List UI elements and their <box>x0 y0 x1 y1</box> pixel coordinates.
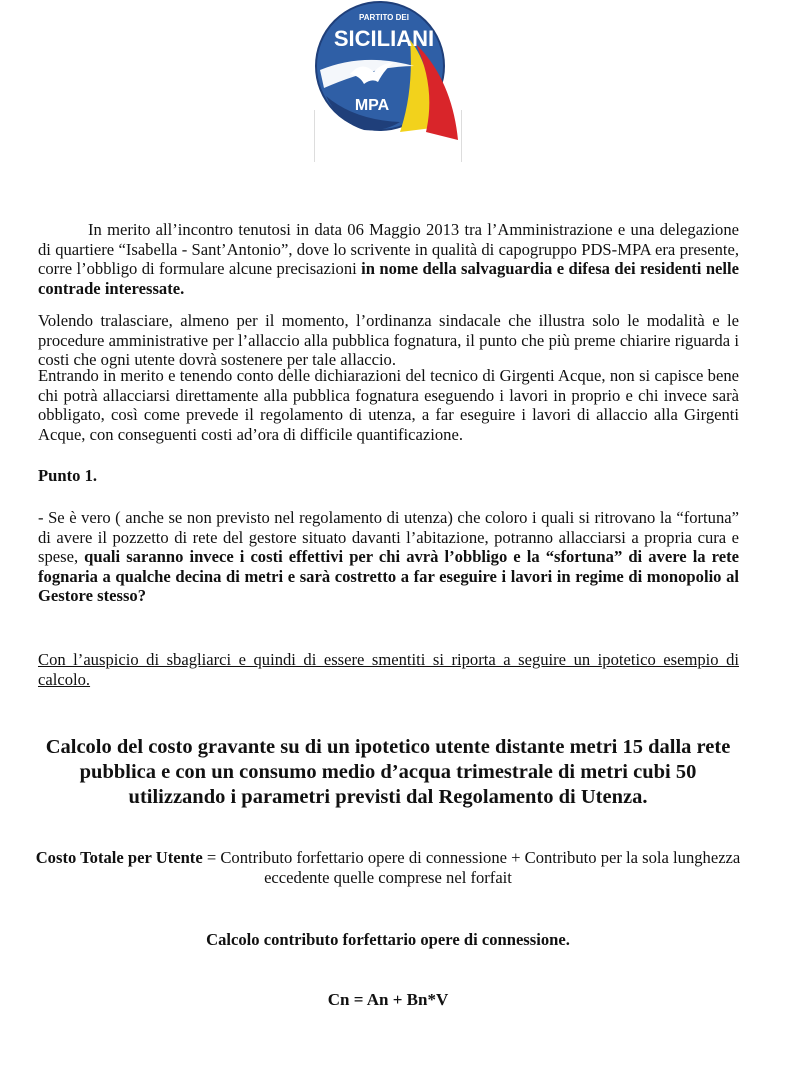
total-cost-label: Costo Totale per Utente <box>35 848 203 867</box>
connection-contribution-heading: Calcolo contributo forfettario opere di connessione. <box>206 930 570 949</box>
paragraph-point-one-bold: quali saranno invece i costi effettivi per chi avrà l’obbligo e la “sfortuna” di avere la rete fognaria a qualche decina di metri e sarà costretto a far eseguire i lavori in regime di monopolio al Gestore stesso? <box>38 547 739 605</box>
paragraph-intro-text: In merito all’incontro tenutosi in data 06 Maggio 2013 tra l’Amministrazione e una delegazione di quartiere “Isabella - Sant’Antonio”, dove lo scrivente in qualità di capogruppo PDS-MPA era presente, corre l’obbligo di formulare alcune precisazioni <box>38 220 739 278</box>
cn-formula: Cn = An + Bn*V <box>327 990 449 1009</box>
party-logo <box>314 0 462 162</box>
paragraph-intro-bold: in nome della salvaguardia e difesa dei residenti nelle contrade interessate. <box>38 259 739 298</box>
paragraph-example-intro-text: Con l’auspicio di sbagliarci e quindi di essere smentiti si riporta a seguire un ipotetico esempio di calcolo. <box>38 650 739 689</box>
calculation-heading: Calcolo del costo gravante su di un ipotetico utente distante metri 15 dalla rete pubblica e con un consumo medio d’acqua trimestrale di metri cubi 50 utilizzando i parametri previsti dal Regolamento di Utenza. <box>45 736 731 808</box>
total-cost-expression: Contributo forfettario opere di connessione + Contributo per la sola lunghezza eccedente quelle comprese nel forfait <box>220 848 741 887</box>
logo-top-text: PARTITO DEI <box>359 13 409 22</box>
paragraph-point-one-text: - Se è vero ( anche se non previsto nel regolamento di utenza) che coloro i quali si ritrovano la “fortuna” di avere il pozzetto di rete del gestore situato davanti l’abitazione, potranno allacciarsi a propria cura e spese, <box>38 508 739 566</box>
paragraph-example-intro <box>38 650 739 689</box>
logo-name: SICILIANI <box>333 26 435 51</box>
total-cost-equals: = <box>202 848 221 867</box>
paragraph-intro <box>38 220 739 298</box>
paragraph-technician: Entrando in merito e tenendo conto delle dichiarazioni del tecnico di Girgenti Acque, non si capisce bene chi potrà allacciarsi direttamente alla pubblica fognatura eseguendo i lavori in proprio e chi invece sarà obbligato, così come prevede il regolamento di utenza, a far eseguire i lavori di allaccio alla Girgenti Acque, con conseguenti costi ad’ora di difficile quantificazione. <box>38 366 739 444</box>
point-label: Punto 1. <box>38 466 98 485</box>
paragraph-point-one <box>38 508 739 606</box>
paragraph-ordinance: Volendo tralasciare, almeno per il momento, l’ordinanza sindacale che illustra solo le modalità e le procedure amministrative per l’allaccio alla pubblica fognatura, il punto che più preme chiarire riguarda i costi che ogni utente dovrà sostenere per tale allaccio. <box>38 311 739 369</box>
total-cost-formula <box>30 848 746 888</box>
logo-abbr: MPA <box>354 97 390 114</box>
party-logo-graphic <box>314 0 462 162</box>
